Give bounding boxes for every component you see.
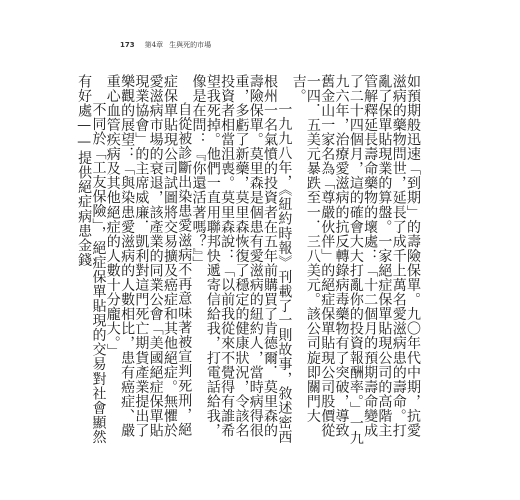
paragraph: 一九九八年，《紐約時報》刊載了一則故事，敘述密西根州一名氣憤的投資者在五年前購買了肯德爾．莫里森的壽險保單。莫里森是個患有愛滋病的紐約人，當時病得很重，多虧了新藥，莫里森恢復了穩定的健康狀況，令該名投資者相當沮喪。莫里森說：「以前我從來不覺得有誰希望我死掉。他們一直用聯邦快遞寄信給我，打電話給我，像是在問：『你還活著嗎？』」 bbox=[190, 74, 293, 445]
paragraph: 自從被診斷出染患愛滋病不再意味著被宣判死刑，絕症保單貼現公司試圖將交易擴及癌症和其他絕症。無懼於愛滋病市場的衰退，該產業的同業公會「美國絕症保單貼現業協會」的主席威廉．凱利對這門死亡期貨產業提出了樂觀的展望：「與染患愛滋病的人數相比，患有癌症、嚴重心血管疾病及其他絕症的人數十分龐大。」 bbox=[104, 74, 193, 438]
paragraph: 如預期般迅速「到期」的壽險保單。九〇年代中期，抗愛滋病的藥物問世，延長了成千上萬名愛滋病患的壽命。打亂了保單貼現業的算盤。一家絕症保單貼現公司的高階主管解釋延長壽命藥物的壞處：「十二個月的預期壽命變成了二十四個月，這的確會大大打亂你的投資報酬率。」一九九六年，治療愛滋病的抗反轉錄病毒藥物有了突破，導致舊金山一家名為「尊嚴伙伴」的絕症保單貼現公司股價從一四．五美元暴跌至一．三八美元。該公司旋即關門大吉。 bbox=[290, 74, 421, 446]
body-text bbox=[76, 74, 421, 446]
chapter-title: 生與死的市場 bbox=[169, 41, 212, 49]
paragraph: 不同於「工友保險」，絕症保單貼現的交易對社會顯然有好處——提供絕症病患金錢 bbox=[76, 74, 107, 445]
running-header bbox=[120, 40, 211, 50]
page-number: 173 bbox=[120, 41, 135, 49]
chapter-label: 第4章 bbox=[144, 41, 164, 49]
